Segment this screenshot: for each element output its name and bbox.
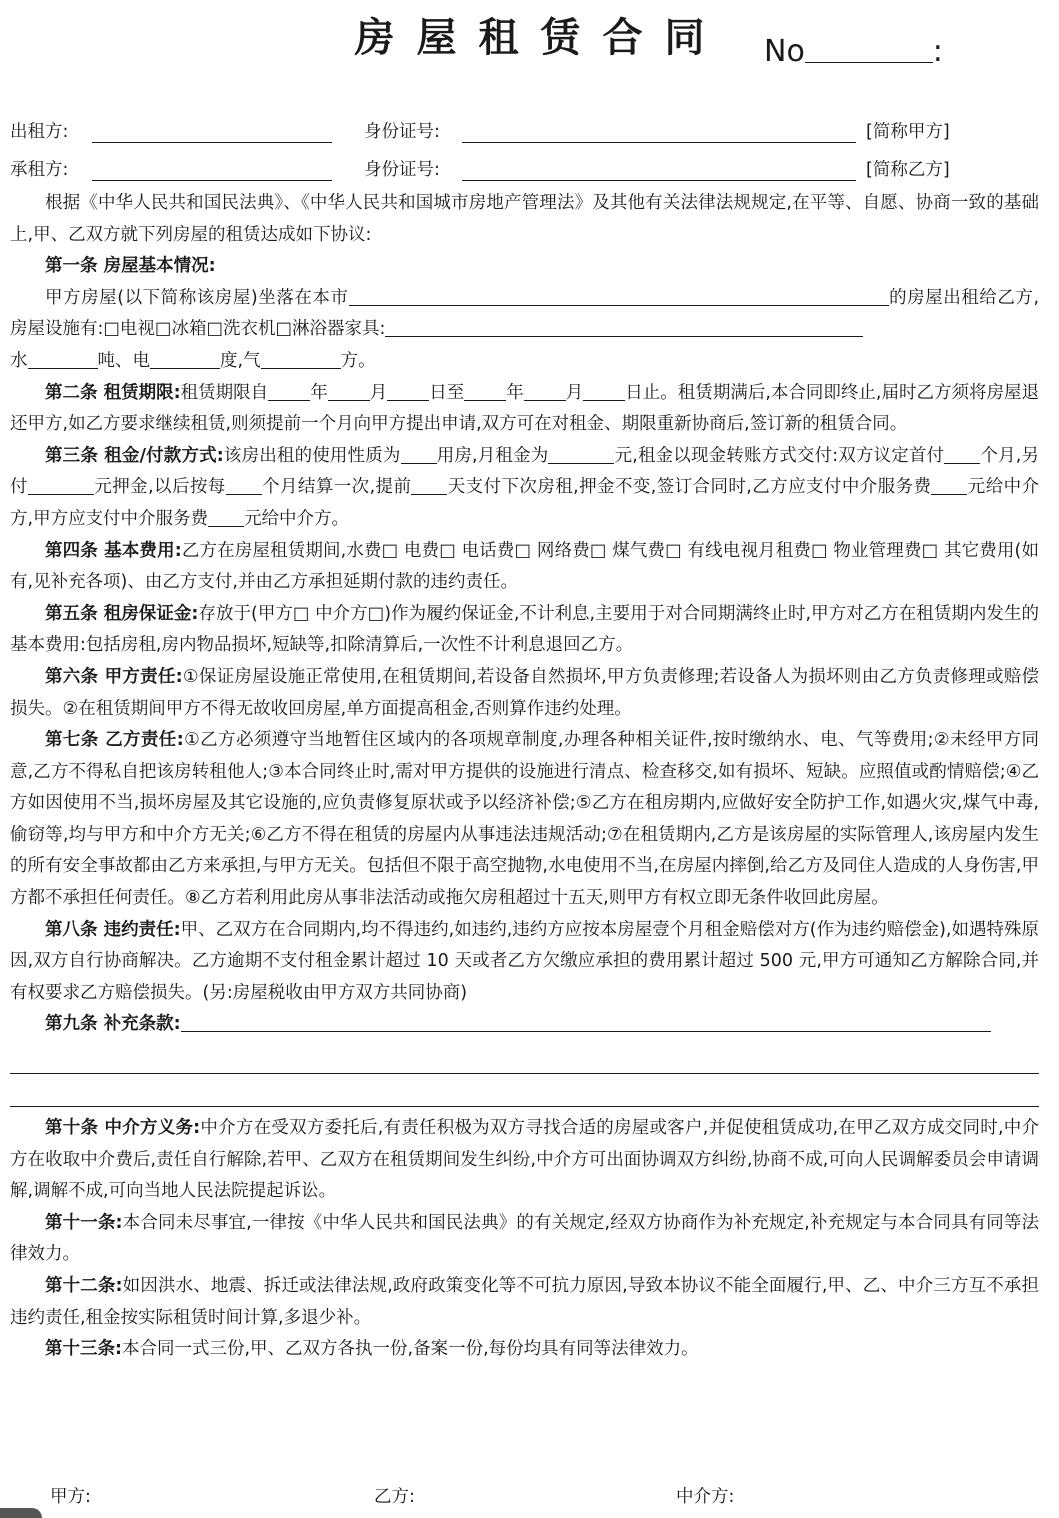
article-1-meters	[10, 346, 1039, 378]
contract-number	[764, 34, 943, 69]
deposit-blank[interactable]	[28, 472, 94, 495]
lessee-fee-blank[interactable]	[931, 472, 967, 495]
article-7-heading: 第七条 乙方责任:	[45, 730, 184, 751]
first-payment-label: 元,租金以现金转账方式交付:双方议定首付	[614, 445, 945, 466]
document-title: 房屋租赁合同	[354, 15, 727, 61]
start-day-label: 日至	[429, 382, 465, 403]
article-7-text: ①乙方必须遵守当地暂住区域内的各项规章制度,办理各种相关证件,按时缴纳水、电、气等费用;②未经甲方同意,乙方不得私自把该房转租他人;③本合同终止时,需对甲方提供的设施进行清点、检查移交,如有损坏、短缺。应照值或酌情赔偿;④乙方如因使用不当,损坏房屋及其它设施的,应负责修复原状或予以经济补偿;⑤乙方在租房期内,应做好安全防护工作,如遇火灾,煤气中毒,偷窃等,均与甲方和中介方无关;⑥乙方不得在租赁的房屋内从事违法违规活动;⑦在租赁期内,乙方是该房屋的实际管理人,该房屋内发生的所有安全事故都由乙方来承担,与甲方无关。包括但不限于高空抛物,水电使用不当,在房屋内摔倒,给乙方及同住人造成的人身伤害,甲方都不承担任何责任。⑧乙方若利用此房从事非法活动或拖欠房租超过十五天,则甲方有权立即无条件收回此房屋。	[10, 730, 1039, 909]
article-11	[10, 1208, 1039, 1271]
rent-label: 用房,月租金为	[436, 445, 549, 466]
lessor-name-blank[interactable]	[92, 142, 332, 143]
article-11-heading: 第十一条:	[45, 1212, 123, 1233]
end-month-blank[interactable]	[524, 378, 566, 401]
contract-body	[10, 188, 1039, 1366]
article-8	[10, 915, 1039, 1010]
article-4-text: 乙方在房屋租赁期间,水费□ 电费□ 电话费□ 网络费□ 煤气费□ 有线电视月租费□ 物业管理费□ 其它费用(如有,见补充各项)、由乙方支付,并由乙方承担延期付款的违约责任。	[10, 540, 1039, 593]
start-day-blank[interactable]	[387, 378, 429, 401]
lessee-abbr: [简称乙方]	[866, 160, 950, 180]
article-9	[10, 1009, 1039, 1041]
article-2-text: 日止。租赁期满后,本合同即终止,届时乙方须将房屋退还甲方,如乙方要求继续租赁,则须提前一个月向甲方提出申请,双方可在对租金、期限重新协商后,签订新的租赁合同。	[10, 382, 1040, 435]
article-8-heading: 第八条 违约责任:	[45, 919, 181, 940]
article-10-text: 中介方在受双方委托后,有责任积极为双方寻找合适的房屋或客户,并促使租赁成功,在甲乙双方成交同时,中介方在收取中介费后,责任自行解除,若甲、乙双方在租赁期间发生纠纷,中介方可出面协调双方纠纷,协商不成,可向人民调解委员会申请调解,调解不成,可向当地人民法院提起诉讼。	[10, 1118, 1040, 1202]
furniture-blank[interactable]	[385, 314, 863, 337]
lessee-name-blank[interactable]	[92, 180, 332, 181]
article-1-location-label: 甲方房屋(以下简称该房屋)坐落在本市	[45, 287, 349, 308]
lessor-label: 出租方:	[10, 122, 69, 142]
start-month-blank[interactable]	[328, 378, 370, 401]
lessee-fee-label: 天支付下次房租,押金不变,签订合同时,乙方应支付中介服务费	[447, 477, 932, 498]
intro-paragraph: 根据《中华人民共和国民法典》、《中华人民共和国城市房地产管理法》及其他有关法律法规规定,在平等、自愿、协商一致的基础上,甲、乙双方就下列房屋的租赁达成如下协议:	[10, 193, 1039, 245]
first-payment-blank[interactable]	[944, 441, 980, 464]
article-6	[10, 662, 1039, 725]
water-blank[interactable]	[28, 346, 98, 369]
article-6-heading: 第六条 甲方责任:	[45, 666, 183, 687]
rent-blank[interactable]	[548, 441, 614, 464]
lessor-abbr: [简称甲方]	[866, 122, 950, 142]
gas-unit: 方。	[340, 350, 376, 371]
signature-agent: 中介方:	[676, 1487, 735, 1507]
end-month-label: 月	[565, 382, 584, 403]
lessor-fee-label: 元给中介方,甲方应支付中介服务费	[10, 477, 1040, 529]
article-13-text: 本合同一式三份,甲、乙双方各执一份,备案一份,每份均具有同等法律效力。	[122, 1339, 699, 1360]
lessee-id-blank[interactable]	[462, 180, 856, 181]
gas-blank[interactable]	[261, 346, 341, 369]
location-blank[interactable]	[349, 283, 889, 306]
article-3-heading: 第三条 租金/付款方式:	[45, 445, 224, 466]
contract-number-colon: :	[932, 34, 943, 69]
electric-blank[interactable]	[150, 346, 220, 369]
article-9-heading: 第九条 补充条款:	[45, 1014, 181, 1035]
usage-blank[interactable]	[401, 441, 437, 464]
gas-label: 度,气	[220, 350, 261, 371]
article-5-heading: 第五条 租房保证金:	[45, 603, 199, 624]
usage-label: 该房出租的使用性质为	[223, 445, 401, 466]
article-12-text: 如因洪水、地震、拆迁或法律法规,政府政策变化等不可抗力原因,导致本协议不能全面履行,甲、乙、中介三方互不承担违约责任,租金按实际租赁时间计算,多退少补。	[10, 1276, 1040, 1328]
article-1-facilities: 的房屋出租给乙方,房屋设施有:□电视□冰箱□洗衣机□淋浴器家具:	[10, 287, 1040, 340]
page-corner-shadow	[0, 1508, 42, 1518]
article-13-heading: 第十三条:	[45, 1339, 122, 1360]
start-month-label: 月	[369, 382, 388, 403]
end-year-label: 年	[506, 382, 524, 403]
water-label: 水	[10, 350, 28, 371]
lessor-fee-blank[interactable]	[208, 504, 244, 527]
start-year-blank[interactable]	[268, 378, 310, 401]
deposit-label: 个月,另付	[10, 445, 1039, 498]
article-1-content	[10, 283, 1039, 346]
contract-number-label: No	[764, 34, 805, 69]
lessee-label: 承租方:	[10, 160, 69, 180]
start-year-label: 年	[310, 382, 328, 403]
article-10	[10, 1113, 1039, 1208]
article-6-text: ①保证房屋设施正常使用,在租赁期间,若设备自然损坏,甲方负责修理;若设备人为损坏则由乙方负责修理或赔偿损失。②在租赁期间甲方不得无故收回房屋,单方面提高租金,否则算作违约处理。	[10, 666, 1039, 719]
article-1-heading: 第一条 房屋基本情况:	[45, 256, 216, 277]
article-8-text: 甲、乙双方在合同期内,均不得违约,如违约,违约方应按本房屋壹个月租金赔偿对方(作为违约赔偿金),如遇特殊原因,双方自行协商解决。乙方逾期不支付租金累计超过 10 天或者乙方欠缴应承担的费用累计超过 500 元,甲方可通知乙方解除合同,并有权要求乙方赔偿损失。(另:房屋税收由甲方双方共同协商)	[10, 919, 1039, 1003]
article-12-heading: 第十二条:	[45, 1276, 123, 1296]
signature-party-a: 甲方:	[50, 1487, 91, 1507]
advance-label: 个月结算一次,提前	[261, 477, 412, 498]
electric-label: 吨、电	[97, 350, 150, 371]
article-2-heading: 第二条 租赁期限:	[45, 382, 181, 403]
signature-party-b: 乙方:	[374, 1487, 415, 1507]
article-2	[10, 378, 1039, 441]
supplement-blank-2[interactable]	[10, 1041, 1039, 1074]
article-5-text: 存放于(甲方□ 中介方□)作为履约保证金,不计利息,主要用于对合同期满终止时,甲方对乙方在租赁期内发生的基本费用:包括房租,房内物品损坏,短缺等,扣除清算后,一次性不计利息退回乙方。	[10, 603, 1039, 656]
article-13	[10, 1334, 1039, 1366]
contract-number-blank[interactable]	[805, 34, 933, 63]
lessor-id-label: 身份证号:	[364, 122, 440, 142]
article-3-end: 元给中介方。	[244, 508, 350, 529]
supplement-blank-3[interactable]	[10, 1074, 1039, 1107]
article-10-heading: 第十条 中介方义务:	[45, 1118, 201, 1139]
end-day-blank[interactable]	[583, 378, 625, 401]
advance-blank[interactable]	[411, 472, 447, 495]
article-5	[10, 599, 1039, 662]
settle-label: 元押金,以后按每	[93, 477, 226, 498]
supplement-blank-1[interactable]	[181, 1009, 991, 1032]
end-year-blank[interactable]	[464, 378, 506, 401]
article-1	[10, 251, 1039, 283]
article-2-intro: 租赁期限自	[180, 382, 269, 403]
lessee-id-label: 身份证号:	[364, 160, 440, 180]
article-4-heading: 第四条 基本费用:	[45, 540, 182, 561]
article-11-text: 本合同未尽事宜,一律按《中华人民共和国民法典》的有关规定,经双方协商作为补充规定,补充规定与本合同具有同等法律效力。	[10, 1212, 1040, 1265]
lessor-id-blank[interactable]	[462, 142, 856, 143]
article-7	[10, 725, 1039, 915]
article-3	[10, 441, 1039, 536]
article-4	[10, 536, 1039, 599]
article-12	[10, 1271, 1039, 1334]
settle-blank[interactable]	[226, 472, 262, 495]
